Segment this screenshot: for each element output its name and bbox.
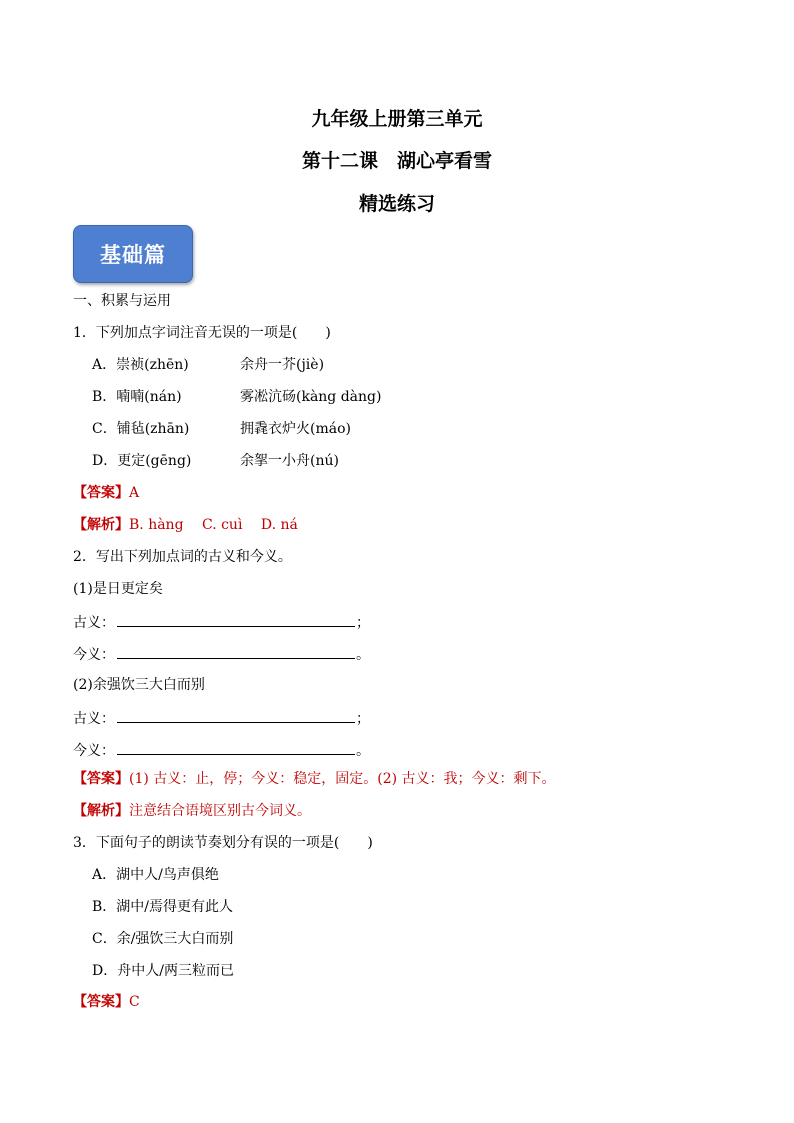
punct: 。 <box>356 743 370 759</box>
document-title: 九年级上册第三单元 <box>311 108 483 130</box>
q2-sub2-gu-row <box>73 708 370 728</box>
exercise-title: 精选练习 <box>358 193 435 215</box>
q2-sub1-jin-row <box>73 644 370 664</box>
q1-analysis <box>73 516 298 534</box>
q1-answer <box>73 484 139 502</box>
q3-answer <box>73 993 140 1011</box>
answer-text: (1) 古义：止，停；今义：稳定，固定。(2) 古义：我；今义：剩下。 <box>129 771 556 787</box>
q3-option-a: A．湖中人/鸟声俱绝 <box>92 867 219 883</box>
answer-text: C <box>129 994 140 1010</box>
q2-sub2: (2)余强饮三大白而别 <box>73 677 205 693</box>
q3-option-d: D．舟中人/两三粒而已 <box>92 963 234 979</box>
question-2-stem: 2．写出下列加点词的古义和今义。 <box>73 549 292 565</box>
question-3-stem: 3．下面句子的朗读节奏划分有误的一项是( ) <box>73 835 373 851</box>
answer-blank[interactable] <box>117 708 355 723</box>
answer-blank[interactable] <box>117 612 355 627</box>
q2-sub1-gu-row <box>73 612 370 632</box>
analysis-text: B. hàng C. cuì D. ná <box>129 517 298 533</box>
q2-analysis <box>73 802 311 820</box>
punct: ； <box>356 711 370 727</box>
q1-option-b: B．喃喃(nán) <box>92 389 182 405</box>
q1-option-a-right: 余舟一芥(jiè) <box>240 357 325 373</box>
jin-label: 今义： <box>73 647 115 663</box>
answer-blank[interactable] <box>117 644 355 659</box>
section-heading: 一、积累与运用 <box>73 293 171 309</box>
analysis-tag: 【解析】 <box>73 517 129 533</box>
section-badge <box>73 225 193 283</box>
analysis-text: 注意结合语境区别古今词义。 <box>129 803 311 819</box>
q3-option-c: C．余/强饮三大白而别 <box>92 931 234 947</box>
q3-option-b: B．湖中/焉得更有此人 <box>92 899 234 915</box>
answer-blank[interactable] <box>117 740 355 755</box>
lesson-title: 第十二课 湖心亭看雪 <box>301 150 492 172</box>
analysis-tag: 【解析】 <box>73 803 129 819</box>
q1-option-c: C．铺毡(zhān) <box>92 421 190 437</box>
section-badge-label: 基础篇 <box>100 242 166 267</box>
gu-label: 古义： <box>73 615 115 631</box>
q1-option-c-right: 拥毳衣炉火(máo) <box>240 421 351 437</box>
q2-sub1: (1)是日更定矣 <box>73 581 163 597</box>
q1-option-b-right: 雾凇沆砀(kàng dàng) <box>240 389 382 405</box>
question-1-stem: 1．下列加点字词注音无误的一项是( ) <box>73 325 331 341</box>
punct: 。 <box>356 647 370 663</box>
answer-tag: 【答案】 <box>73 994 129 1010</box>
q2-answer <box>73 770 556 788</box>
q1-option-a: A．崇祯(zhēn) <box>92 357 189 373</box>
q2-sub2-jin-row <box>73 740 370 760</box>
q1-option-d: D．更定(gēng) <box>92 453 192 469</box>
answer-tag: 【答案】 <box>73 771 129 787</box>
punct: ； <box>356 615 370 631</box>
q1-option-d-right: 余挐一小舟(nú) <box>240 453 339 469</box>
jin-label: 今义： <box>73 743 115 759</box>
gu-label: 古义： <box>73 711 115 727</box>
answer-tag: 【答案】 <box>73 485 129 501</box>
answer-text: A <box>129 485 140 501</box>
